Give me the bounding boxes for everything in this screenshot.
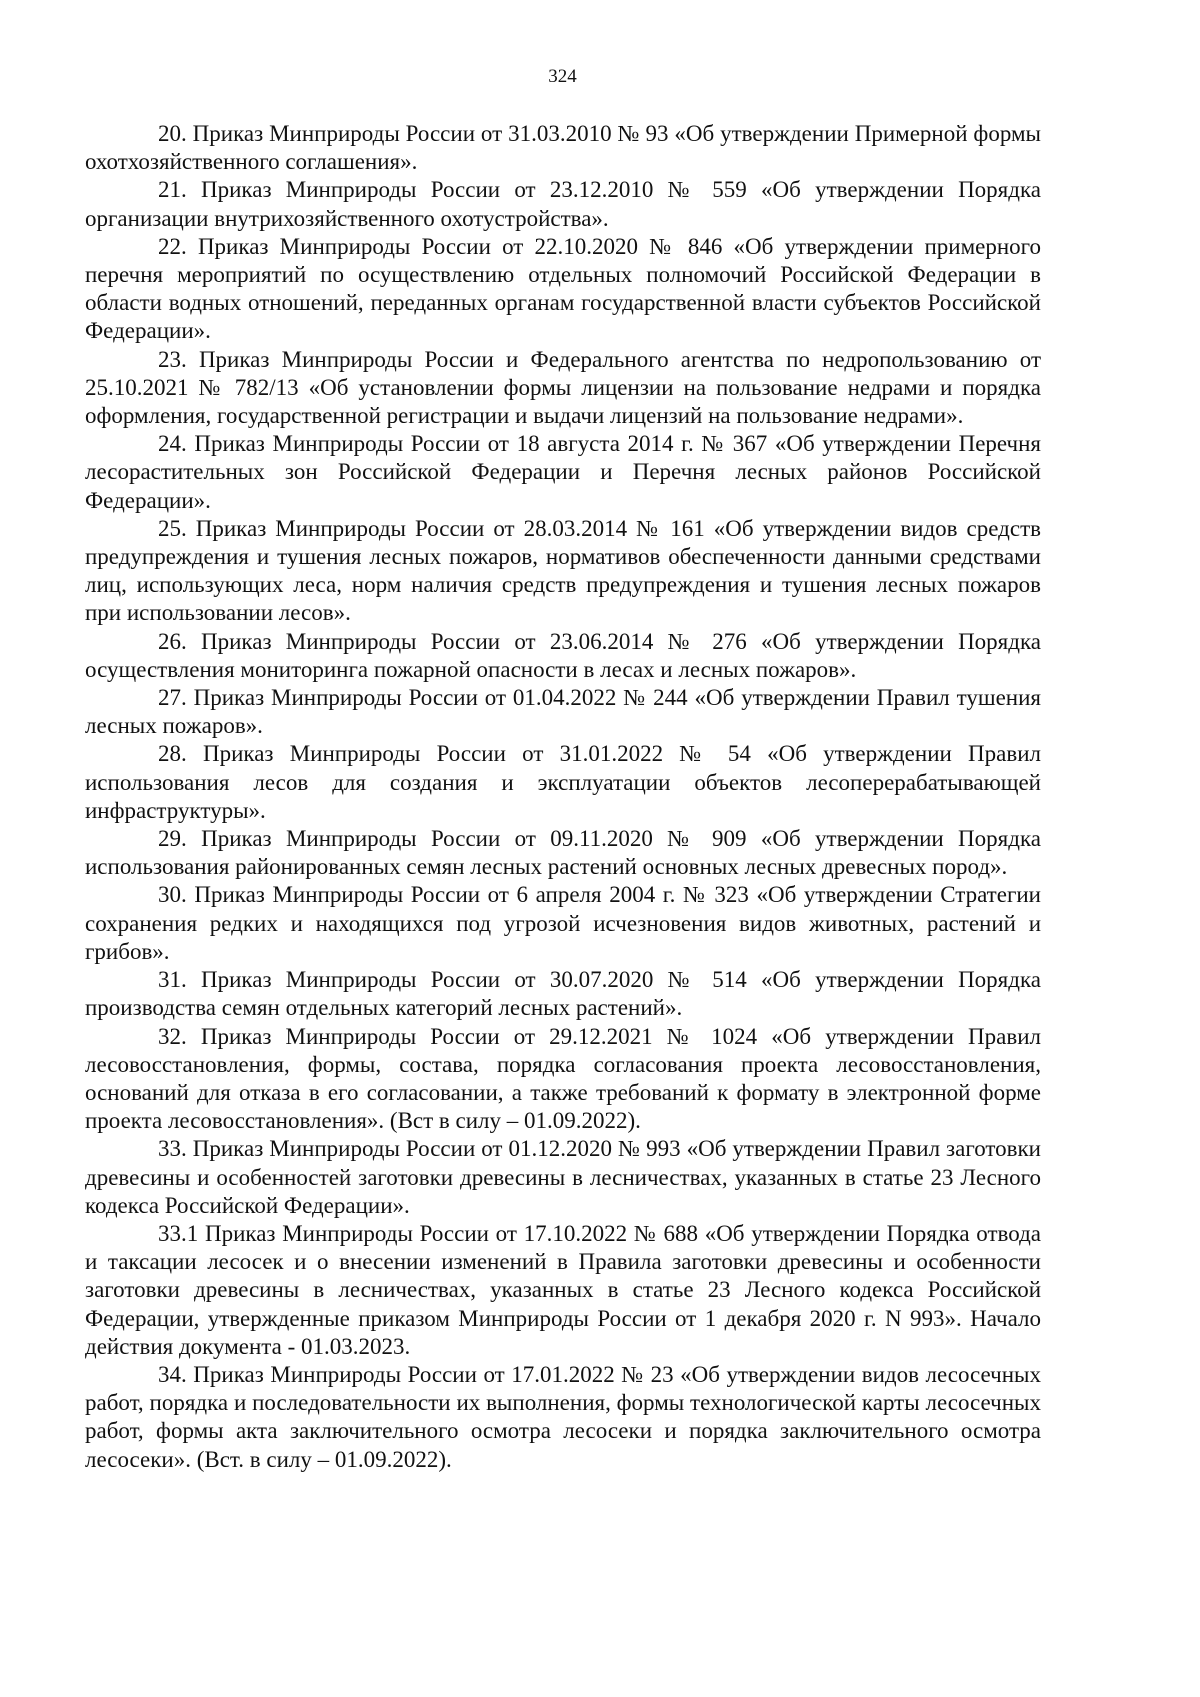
list-item: 22. Приказ Минприроды России от 22.10.2020 № 846 «Об утверждении примерного перечня мероприятий по осуществлению отдельных полномочий Российской Федерации в области водных отношений, переданных органам государственной власти субъектов Российской Федерации». [85, 233, 1041, 344]
list-item: 23. Приказ Минприроды России и Федерального агентства по недропользованию от 25.10.2021 № 782/13 «Об установлении формы лицензии на пользование недрами и порядка оформления, государственной регистрации и выдачи лицензий на пользование недрами». [85, 346, 1041, 429]
list-item: 33. Приказ Минприроды России от 01.12.2020 № 993 «Об утверждении Правил заготовки древесины и особенностей заготовки древесины в лесничествах, указанных в статье 23 Лесного кодекса Российской Федерации». [85, 1136, 1041, 1218]
list-item: 25. Приказ Минприроды России от 28.03.2014 № 161 «Об утверждении видов средств предупреждения и тушения лесных пожаров, нормативов обеспеченности данными средствами лиц, использующих леса, норм наличия средств предупреждения и тушения лесных пожаров при использовании лесов». [85, 515, 1041, 626]
list-item: 33.1 Приказ Минприроды России от 17.10.2022 № 688 «Об утверждении Порядка отвода и таксации лесосек и о внесении изменений в Правила заготовки древесины и особенности заготовки древесины в лесничествах, указанных в статье 23 Лесного кодекса Российской Федерации, утвержденные приказом Минприроды России от 1 декабря 2020 г. N 993». Начало действия документа - 01.03.2023. [85, 1220, 1041, 1359]
page-number: 324 [548, 66, 577, 87]
list-item: 28. Приказ Минприроды России от 31.01.2022 № 54 «Об утверждении Правил использования лесов для создания и эксплуатации объектов лесоперерабатывающей инфраструктуры». [85, 741, 1041, 823]
list-item: 27. Приказ Минприроды России от 01.04.2022 № 244 «Об утверждении Правил тушения лесных пожаров». [85, 685, 1041, 739]
list-item: 24. Приказ Минприроды России от 18 августа 2014 г. № 367 «Об утверждении Перечня лесорастительных зон Российской Федерации и Перечня лесных районов Российской Федерации». [85, 431, 1041, 513]
list-item: 21. Приказ Минприроды России от 23.12.2010 № 559 «Об утверждении Порядка организации внутрихозяйственного охотустройства». [85, 177, 1041, 231]
list-item: 34. Приказ Минприроды России от 17.01.2022 № 23 «Об утверждении видов лесосечных работ, порядка и последовательности их выполнения, формы технологической карты лесосечных работ, формы акта заключительного осмотра лесосеки и порядка заключительного осмотра лесосеки». (Вст. в силу – 01.09.2022). [85, 1361, 1041, 1472]
list-item: 31. Приказ Минприроды России от 30.07.2020 № 514 «Об утверждении Порядка производства семян отдельных категорий лесных растений». [85, 967, 1041, 1021]
list-item: 32. Приказ Минприроды России от 29.12.2021 № 1024 «Об утверждении Правил лесовосстановления, формы, состава, порядка согласования проекта лесовосстановления, оснований для отказа в его согласовании, а также требований к формату в электронной форме проекта лесовосстановления». (Вст в силу – 01.09.2022). [85, 1023, 1041, 1134]
list-item: 20. Приказ Минприроды России от 31.03.2010 № 93 «Об утверждении Примерной формы охотхозяйственного соглашения». [85, 121, 1041, 175]
list-item: 26. Приказ Минприроды России от 23.06.2014 № 276 «Об утверждении Порядка осуществления мониторинга пожарной опасности в лесах и лесных пожаров». [85, 628, 1041, 682]
list-item: 29. Приказ Минприроды России от 09.11.2020 № 909 «Об утверждении Порядка использования районированных семян лесных растений основных лесных древесных пород». [85, 826, 1041, 880]
document-body [85, 120, 1041, 1474]
list-item: 30. Приказ Минприроды России от 6 апреля 2004 г. № 323 «Об утверждении Стратегии сохранения редких и находящихся под угрозой исчезновения видов животных, растений и грибов». [85, 882, 1041, 964]
